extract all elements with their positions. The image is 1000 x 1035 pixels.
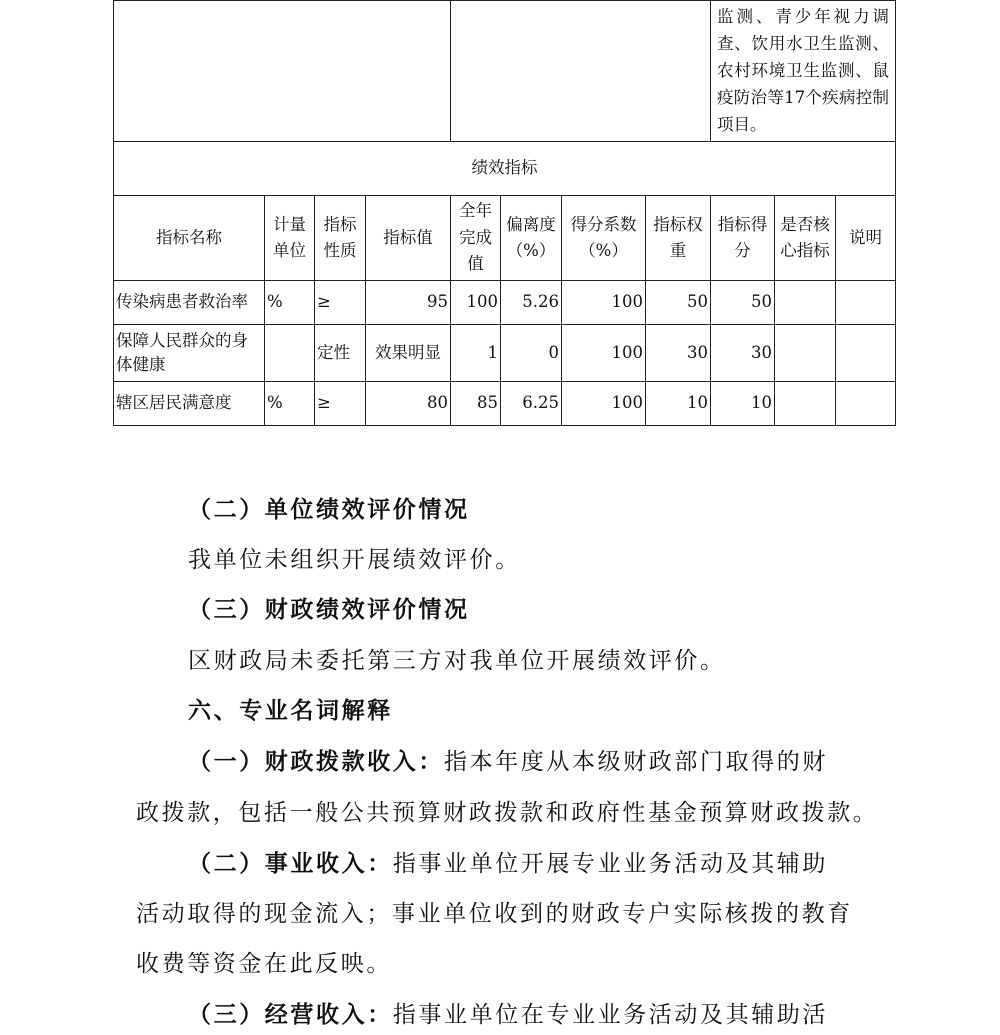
cell-score: 10 <box>711 382 775 426</box>
term-label: （三）经营收入： <box>188 1002 393 1028</box>
cell-name: 传染病患者救治率 <box>114 281 265 325</box>
cell-target: 95 <box>366 281 451 325</box>
cell-note <box>836 281 896 325</box>
paragraph-unit-evaluation: 我单位未组织开展绩效评价。 <box>188 547 521 573</box>
cell-coef: 100 <box>562 281 646 325</box>
term-financial-appropriation-line1 <box>188 743 828 776</box>
cell-core <box>775 325 836 382</box>
project-description-cell: 监测、青少年视力调查、饮用水卫生监测、农村环境卫生监测、鼠疫防治等17个疾病控制项目。 <box>711 1 896 142</box>
cell-name: 保障人民群众的身体健康 <box>114 325 265 382</box>
cell-score: 50 <box>711 281 775 325</box>
heading-terms: 六、专业名词解释 <box>188 698 393 724</box>
cell-target: 80 <box>366 382 451 426</box>
header-row <box>114 196 896 281</box>
col-header: 得分系数（%） <box>562 196 646 281</box>
term-text: 指事业单位在专业业务活动及其辅助活 <box>392 1002 829 1028</box>
col-header: 全年完成值 <box>451 196 501 281</box>
col-header: 指标名称 <box>114 196 265 281</box>
term-financial-appropriation-line2: 政拨款，包括一般公共预算财政拨款和政府性基金预算财政拨款。 <box>136 800 879 826</box>
cell-coef: 100 <box>562 382 646 426</box>
cell-weight: 50 <box>646 281 711 325</box>
term-business-income-line1 <box>188 845 828 878</box>
cell-coef: 100 <box>562 325 646 382</box>
paragraph-finance-evaluation: 区财政局未委托第三方对我单位开展绩效评价。 <box>188 648 726 674</box>
cell-deviation: 0 <box>501 325 562 382</box>
cell-note <box>836 325 896 382</box>
cell-actual: 100 <box>451 281 501 325</box>
cell-note <box>836 382 896 426</box>
cell-actual: 85 <box>451 382 501 426</box>
term-label: （一）财政拨款收入： <box>188 749 444 775</box>
cell-core <box>775 281 836 325</box>
term-text: 指本年度从本级财政部门取得的财 <box>444 749 828 775</box>
performance-table <box>113 0 896 426</box>
col-header: 说明 <box>836 196 896 281</box>
section-row <box>114 142 896 196</box>
table-row <box>114 281 896 325</box>
cell-deviation: 6.25 <box>501 382 562 426</box>
cell-weight: 30 <box>646 325 711 382</box>
col-header: 指标得分 <box>711 196 775 281</box>
cell-unit: % <box>265 281 315 325</box>
empty-cell <box>114 1 451 142</box>
col-header: 指标权重 <box>646 196 711 281</box>
col-header: 指标性质 <box>315 196 366 281</box>
cell-weight: 10 <box>646 382 711 426</box>
cell-nature: 定性 <box>315 325 366 382</box>
cell-core <box>775 382 836 426</box>
term-business-income-line2: 活动取得的现金流入；事业单位收到的财政专户实际核拨的教育 <box>136 901 853 927</box>
table-top-row <box>114 1 896 142</box>
term-business-income-line3: 收费等资金在此反映。 <box>136 951 392 977</box>
cell-unit: % <box>265 382 315 426</box>
term-label: （二）事业收入： <box>188 851 393 877</box>
cell-actual: 1 <box>451 325 501 382</box>
table-row <box>114 325 896 382</box>
cell-unit <box>265 325 315 382</box>
cell-target: 效果明显 <box>366 325 451 382</box>
cell-name: 辖区居民满意度 <box>114 382 265 426</box>
col-header: 计量单位 <box>265 196 315 281</box>
col-header: 指标值 <box>366 196 451 281</box>
cell-nature: ≥ <box>315 382 366 426</box>
term-operating-income-line1 <box>188 996 828 1029</box>
heading-finance-evaluation: （三）财政绩效评价情况 <box>188 597 470 623</box>
cell-nature: ≥ <box>315 281 366 325</box>
col-header: 偏离度（%） <box>501 196 562 281</box>
term-text: 指事业单位开展专业业务活动及其辅助 <box>392 851 829 877</box>
cell-deviation: 5.26 <box>501 281 562 325</box>
heading-unit-evaluation: （二）单位绩效评价情况 <box>188 497 470 523</box>
col-header: 是否核心指标 <box>775 196 836 281</box>
cell-score: 30 <box>711 325 775 382</box>
table-row <box>114 382 896 426</box>
empty-cell <box>451 1 711 142</box>
section-title: 绩效指标 <box>114 142 896 196</box>
